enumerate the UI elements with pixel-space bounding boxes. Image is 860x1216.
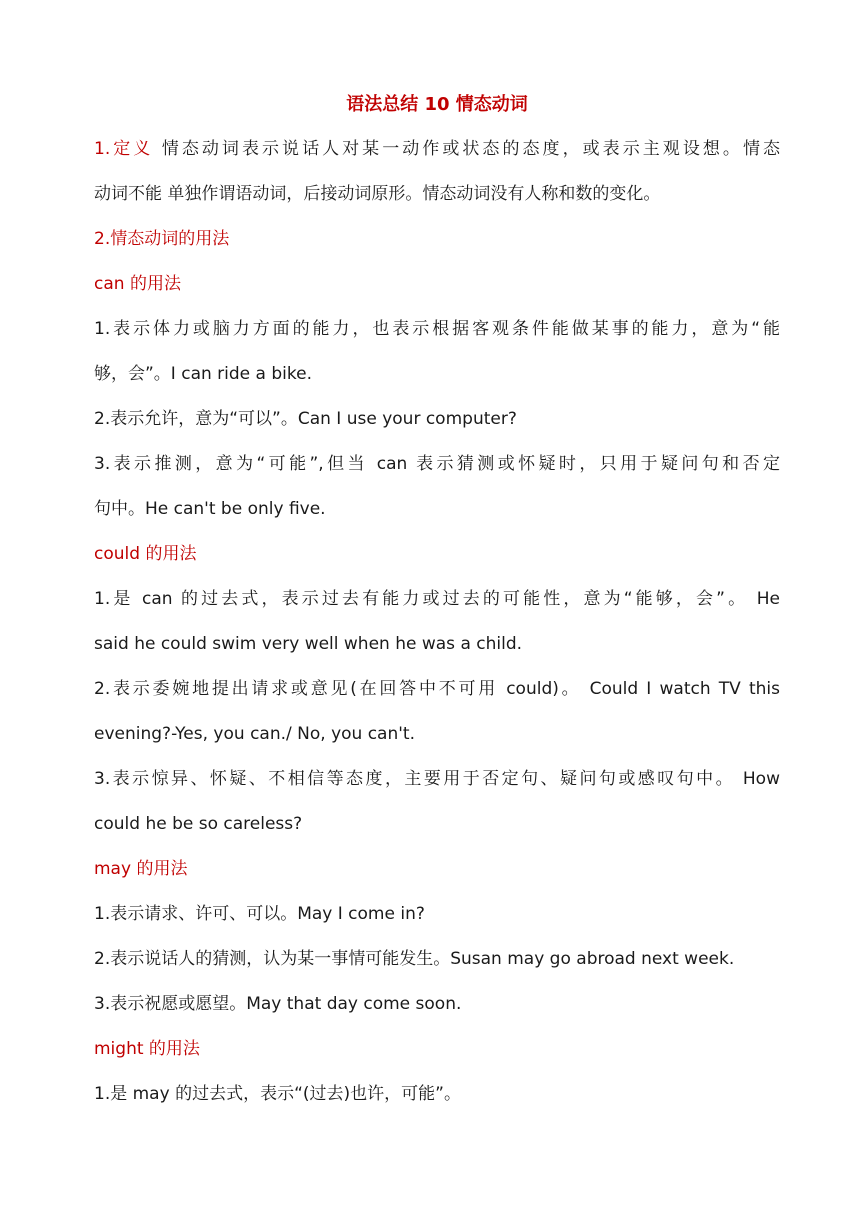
might-point-1: 1.是 may 的过去式，表示“(过去)也许，可能”。 <box>94 1084 461 1104</box>
definition-label: 1.定义 <box>94 139 154 159</box>
can-point-1-line-1: 1.表示体力或脑力方面的能力，也表示根据客观条件能做某事的能力，意为“能 <box>94 319 780 339</box>
definition-text-1: 情态动词表示说话人对某一动作或状态的态度，或表示主观设想。情态 <box>153 139 780 159</box>
definition-line-2: 动词不能 单独作谓语动词，后接动词原形。情态动词没有人称和数的变化。 <box>94 184 661 204</box>
can-point-3-line-2: 句中。He can't be only five. <box>94 499 326 519</box>
section-heading-usage: 2.情态动词的用法 <box>94 229 230 249</box>
could-point-1-line-2: said he could swim very well when he was a child. <box>94 634 523 654</box>
could-point-1-line-1: 1.是 can 的过去式，表示过去有能力或过去的可能性，意为“能够，会”。 He <box>94 589 780 609</box>
might-heading: might 的用法 <box>94 1039 200 1059</box>
may-point-3: 3.表示祝愿或愿望。May that day come soon. <box>94 994 462 1014</box>
can-point-2: 2.表示允许，意为“可以”。Can I use your computer? <box>94 409 517 429</box>
could-point-2-line-1: 2.表示委婉地提出请求或意见(在回答中不可用 could)。 Could I watch TV this <box>94 679 780 699</box>
can-point-3-line-1: 3.表示推测，意为“可能”,但当 can 表示猜测或怀疑时，只用于疑问句和否定 <box>94 454 780 474</box>
can-point-1-line-2: 够，会”。I can ride a bike. <box>94 364 312 384</box>
could-point-3-line-1: 3.表示惊异、怀疑、不相信等态度，主要用于否定句、疑问句或感叹句中。 How <box>94 769 780 789</box>
may-point-2: 2.表示说话人的猜测，认为某一事情可能发生。Susan may go abroad next week. <box>94 949 735 969</box>
may-point-1: 1.表示请求、许可、可以。May I come in? <box>94 904 425 924</box>
could-point-3-line-2: could he be so careless? <box>94 814 303 834</box>
could-point-2-line-2: evening?-Yes, you can./ No, you can't. <box>94 724 415 744</box>
definition-line-1 <box>94 134 780 164</box>
page-title: 语法总结 10 情态动词 <box>346 94 528 115</box>
can-heading: can 的用法 <box>94 274 181 294</box>
could-heading: could 的用法 <box>94 544 197 564</box>
may-heading: may 的用法 <box>94 859 188 879</box>
